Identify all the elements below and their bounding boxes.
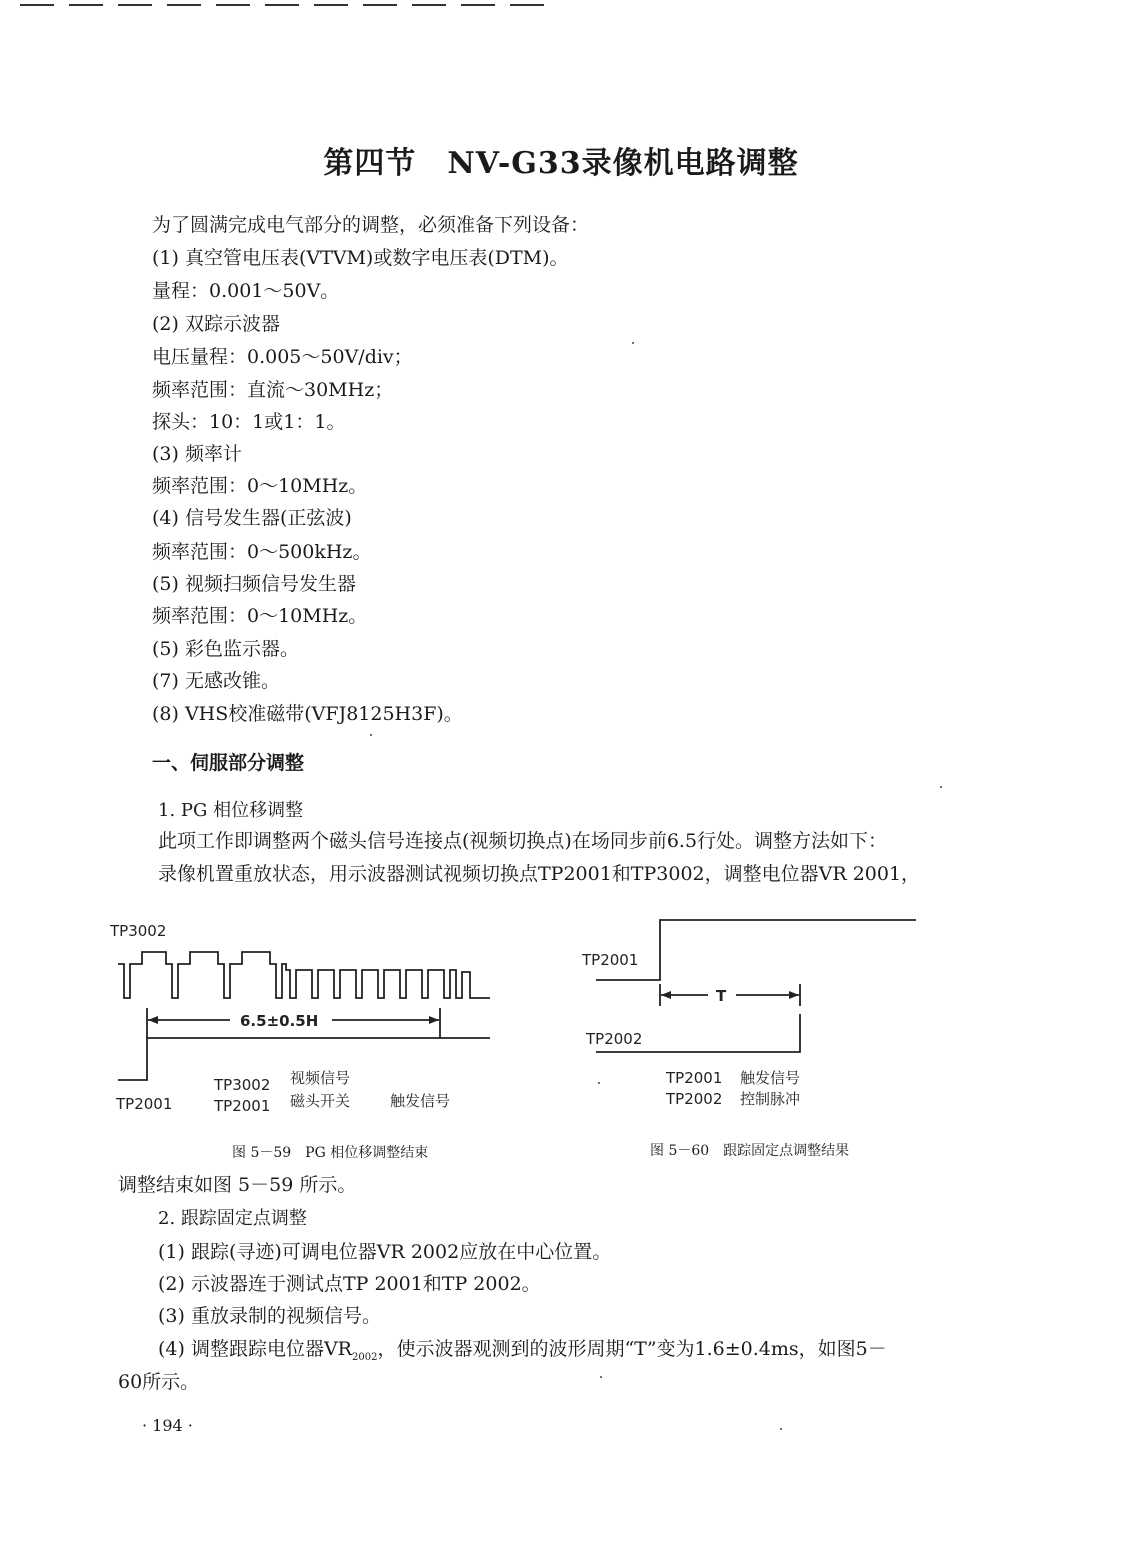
intro-line: 量程：0.001～50V。 [152,280,340,302]
intro-line: (5) 视频扫频信号发生器 [152,573,356,595]
subsection-heading: 2. 跟踪固定点调整 [158,1208,307,1229]
scan-speck [632,342,634,344]
top-dash-rule [20,4,544,6]
intro-line: (5) 彩色监示器。 [152,638,299,660]
fig59-tp2001-label: TP2001 [116,1095,173,1113]
fig60-tp2001-label: TP2001 [582,951,639,969]
paragraph-line: 此项工作即调整两个磁头信号连接点(视频切换点)在场同步前6.5行处。调整方法如下： [158,830,888,852]
fig60-t-label: T [716,987,727,1005]
figure-5-59 [100,910,520,1120]
figure-5-60 [570,910,930,1110]
intro-line: (1) 真空管电压表(VTVM)或数字电压表(DTM)。 [152,247,569,269]
fig60-tp2001-waveform [596,920,916,980]
intro-line: (2) 双踪示波器 [152,313,280,335]
fig60-tp2002-label: TP2002 [586,1030,643,1048]
fig60-legend-b2: 控制脉冲 [740,1090,801,1108]
paragraph-line: 调整结束如图 5－59 所示。 [118,1174,357,1196]
fig59-tp3002-label: TP3002 [110,922,167,940]
intro-line: 频率范围：0～10MHz。 [152,605,368,627]
paragraph-line: 录像机置重放状态，用示波器测试视频切换点TP2001和TP3002，调整电位器VR 2001， [158,863,921,885]
scan-speck [598,1082,600,1084]
intro-line: 电压量程：0.005～50V/div； [152,346,413,368]
section-heading: 一、伺服部分调整 [152,752,305,774]
scan-speck [940,786,942,788]
intro-line: 为了圆满完成电气部分的调整，必须准备下列设备： [152,214,590,236]
figure-5-60-caption: 图 5－60 跟踪固定点调整结果 [650,1143,850,1159]
intro-line: (3) 频率计 [152,443,242,465]
fig59-measure-label: 6.5±0.5H [240,1012,319,1030]
step4-subscript: 2002 [351,1351,378,1363]
page-number: · 194 · [142,1416,193,1435]
fig60-legend-a1: TP2001 [666,1069,723,1087]
subsection-heading: 1. PG 相位移调整 [158,800,304,821]
tp3002-waveform [118,952,490,998]
step-line: 60所示。 [118,1371,200,1393]
page-title: 第四节 NV-G33录像机电路调整 [323,146,799,181]
fig59-legend-b3: 触发信号 [390,1092,451,1110]
step-line: (1) 跟踪(寻迹)可调电位器VR 2002应放在中心位置。 [158,1241,612,1263]
intro-line: (4) 信号发生器(正弦波) [152,507,352,529]
step-line: (2) 示波器连于测试点TP 2001和TP 2002。 [158,1273,541,1295]
intro-line: 频率范围：直流～30MHz； [152,379,394,401]
intro-line: (7) 无感改锥。 [152,670,280,692]
intro-line: 频率范围：0～500kHz。 [152,541,372,563]
intro-line: 频率范围：0～10MHz。 [152,475,368,497]
fig60-legend-a2: 触发信号 [740,1069,801,1087]
step-line [158,1334,887,1363]
step-line: (3) 重放录制的视频信号。 [158,1305,381,1327]
fig59-legend-a2: 视频信号 [290,1069,351,1087]
fig59-legend-b2: 磁头开关 [290,1092,351,1110]
intro-line: (8) VHS校准磁带(VFJ8125H3F)。 [152,703,463,725]
figure-5-59-caption: 图 5－59 PG 相位移调整结束 [232,1145,429,1161]
fig60-legend-b1: TP2002 [666,1090,723,1108]
step4-text-b: ，使示波器观测到的波形周期“T”变为1.6±0.4ms，如图5－ [377,1338,887,1360]
scan-speck [600,1376,602,1378]
fig59-legend-a1: TP3002 [214,1076,271,1094]
scan-speck [780,1428,782,1430]
scan-speck [370,734,372,736]
step4-text-a: (4) 调整跟踪电位器VR [158,1338,352,1360]
fig59-legend-b1: TP2001 [214,1097,271,1115]
intro-line: 探头：10：1或1：1。 [152,411,346,433]
